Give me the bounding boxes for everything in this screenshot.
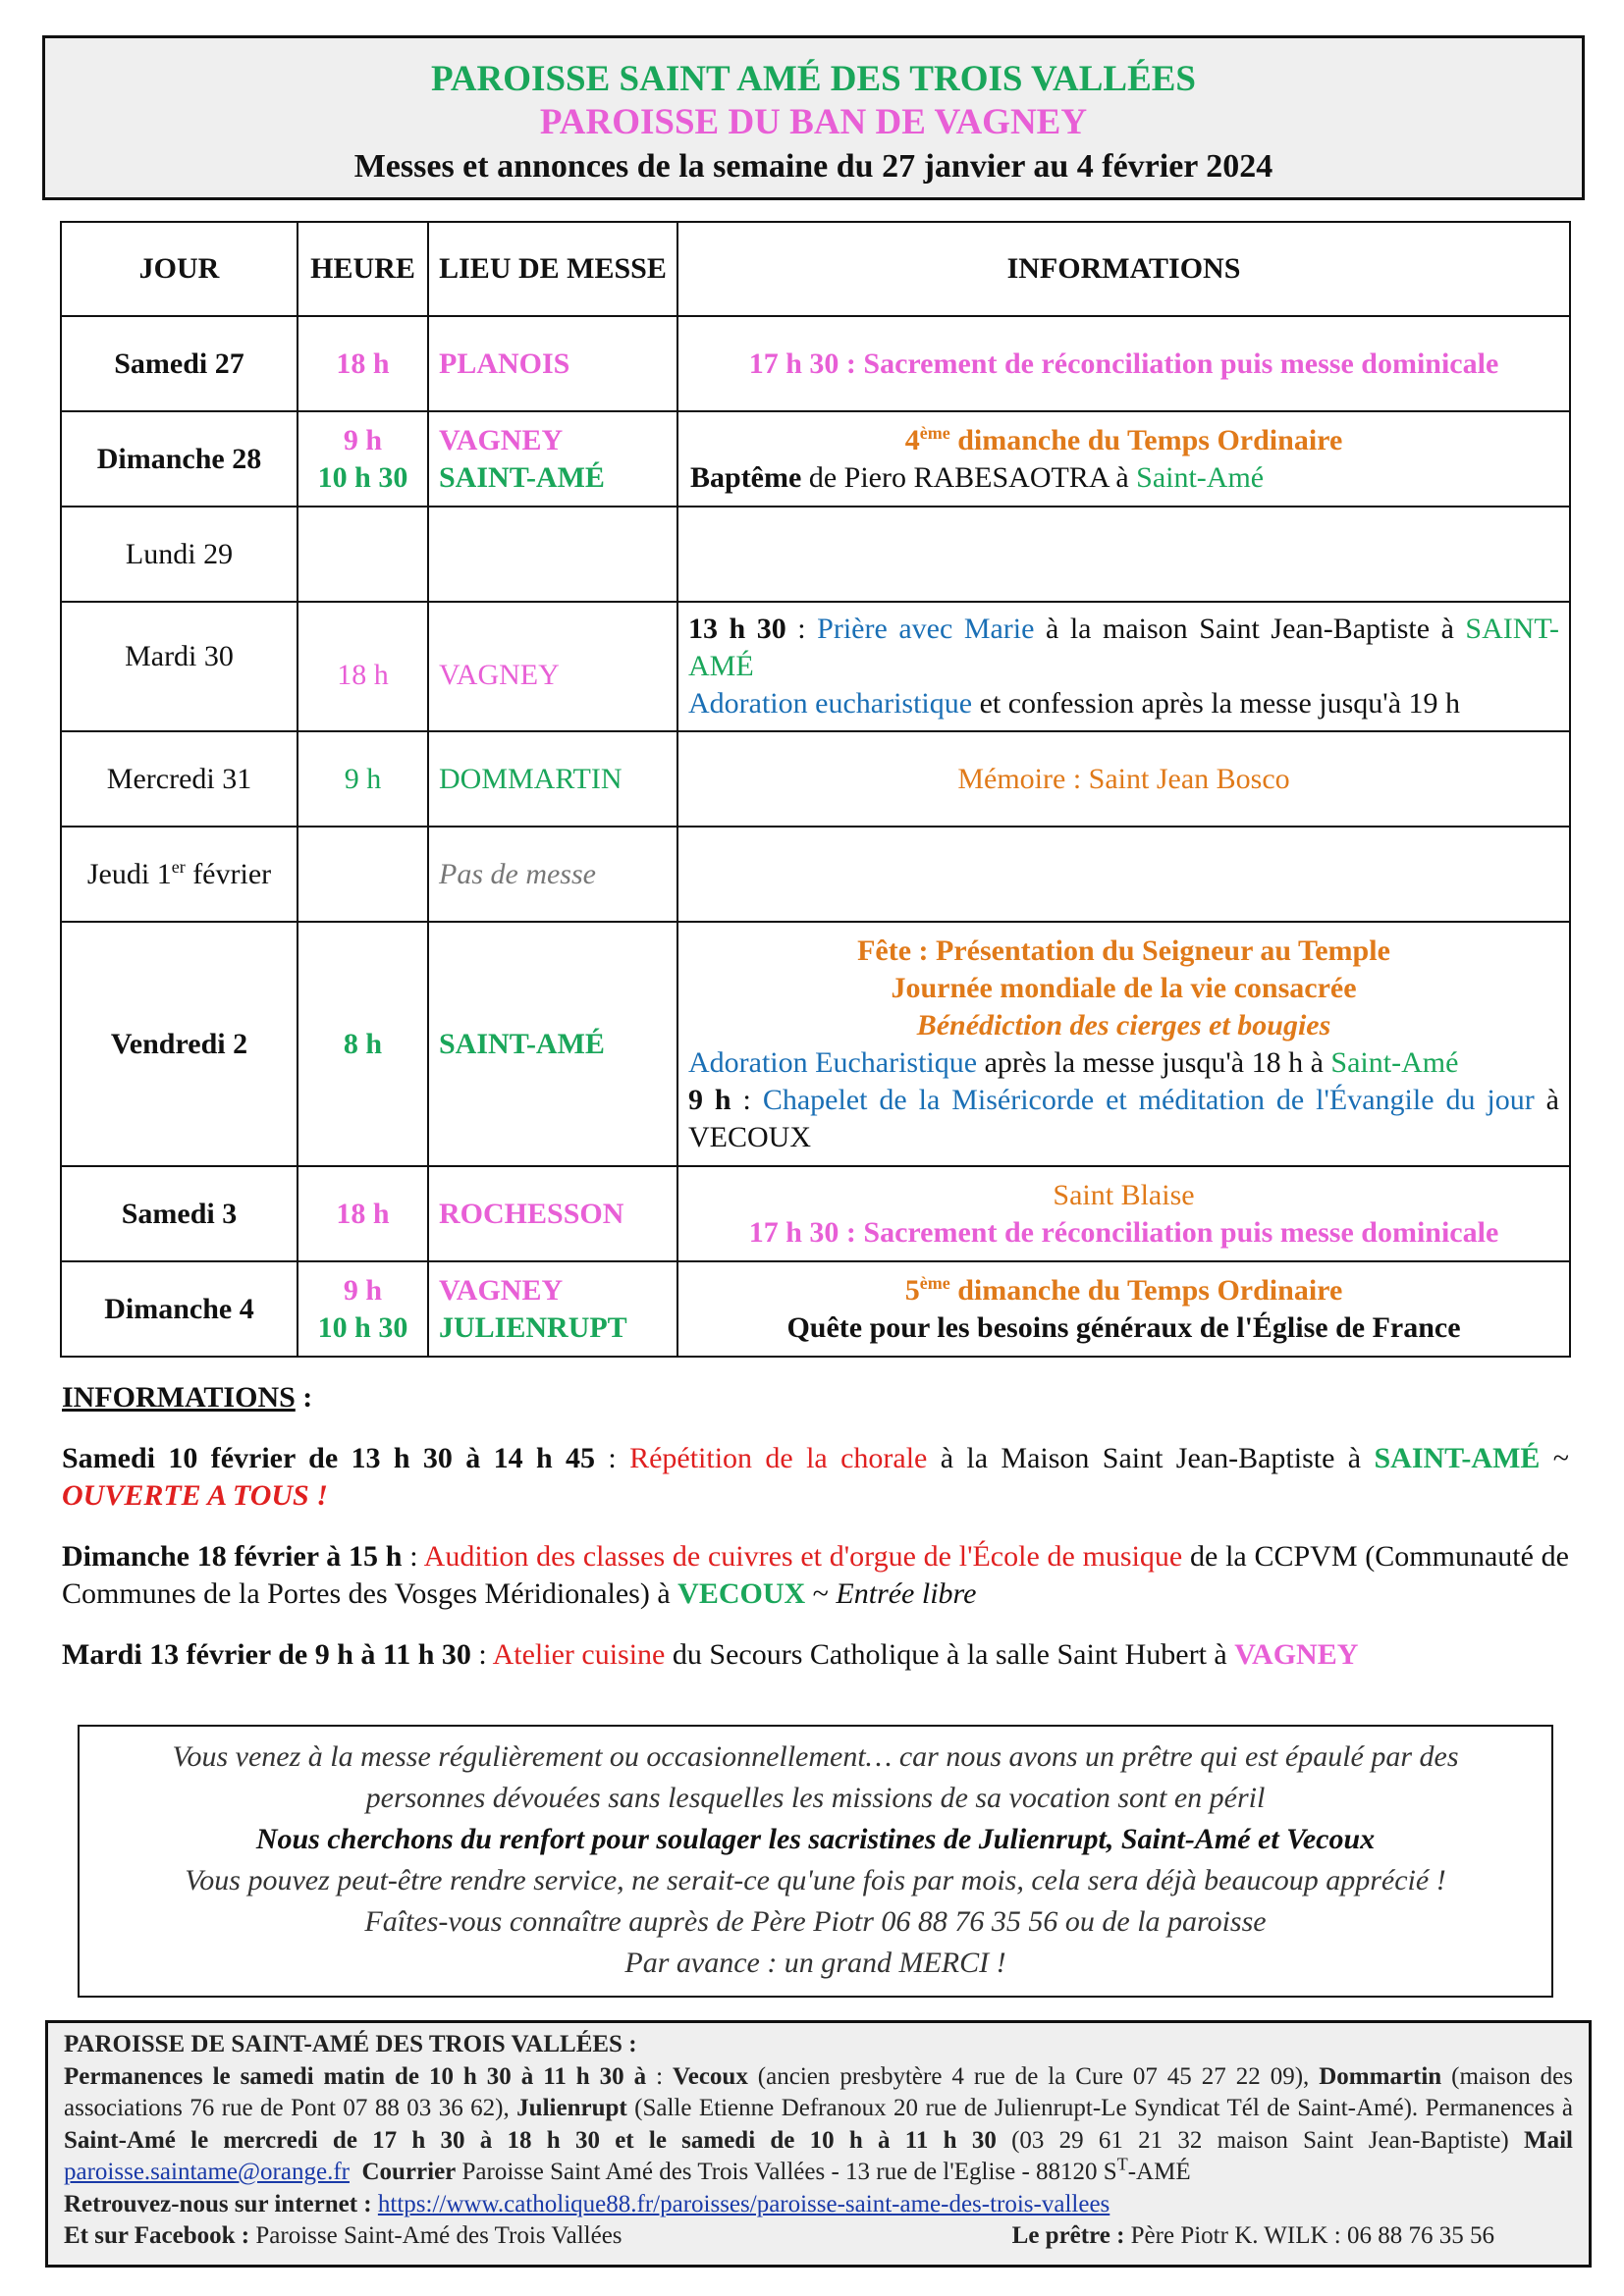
informations-section	[62, 1379, 1569, 1674]
info-cell	[677, 602, 1570, 731]
info-cell: 17 h 30 : Sacrement de réconciliation puis messe dominicale	[677, 316, 1570, 411]
priest-info: Le prêtre : Père Piotr K. WILK : 06 88 76 35 56	[1011, 2222, 1494, 2249]
table-header-row	[61, 222, 1570, 316]
day-cell: Dimanche 4	[61, 1261, 298, 1357]
info-cell	[677, 411, 1570, 507]
info-line: Saint Blaise	[1053, 1178, 1195, 1211]
table-row	[61, 731, 1570, 827]
hour-cell	[298, 411, 428, 507]
day-cell: Jeudi 1er février	[61, 827, 298, 922]
info-line: Bénédiction des cierges et bougies	[916, 1008, 1331, 1041]
informations-heading: INFORMATIONS :	[62, 1381, 313, 1414]
place-1: VAGNEY	[439, 423, 564, 456]
place-2: SAINT-AMÉ	[439, 460, 605, 494]
info-line: 13 h 30 : Prière avec Marie à la maison Saint Jean-Baptiste à SAINT-AMÉ	[688, 613, 1559, 682]
info-cell	[677, 827, 1570, 922]
place-cell: DOMMARTIN	[428, 731, 677, 827]
info-line: Fête : Présentation du Seigneur au Temple	[857, 934, 1390, 967]
table-row	[61, 316, 1570, 411]
info-line: 5ème dimanche du Temps Ordinaire	[904, 1272, 1343, 1307]
hour-2: 10 h 30	[317, 1310, 408, 1344]
week-title: Messes et annonces de la semaine du 27 janvier au 4 février 2024	[353, 148, 1273, 185]
table-row	[61, 507, 1570, 602]
table-row	[61, 827, 1570, 922]
contact-footer	[45, 2020, 1592, 2268]
hour-cell: 18 h	[298, 316, 428, 411]
info-line: 9 h : Chapelet de la Miséricorde et méditation de l'Évangile du jour à VECOUX	[688, 1083, 1559, 1153]
info-item: Dimanche 18 février à 15 h : Audition des classes de cuivres et d'orgue de l'École de musique de la CCPVM (Communauté de Communes de la Portes des Vosges Méridionales) à VECOUX ~ Entrée libre	[62, 1540, 1569, 1610]
appeal-line: Vous pouvez peut-être rendre service, ne serait-ce qu'une fois par mois, cela sera déjà beaucoup apprécié !	[185, 1864, 1446, 1896]
info-cell	[677, 1166, 1570, 1261]
place-cell: ROCHESSON	[428, 1166, 677, 1261]
hour-cell	[298, 507, 428, 602]
info-item: Mardi 13 février de 9 h à 11 h 30 : Atelier cuisine du Secours Catholique à la salle Saint Hubert à VAGNEY	[62, 1638, 1359, 1671]
info-line: 4ème dimanche du Temps Ordinaire	[904, 422, 1343, 456]
table-row	[61, 922, 1570, 1166]
website-link[interactable]: https://www.catholique88.fr/paroisses/paroisse-saint-ame-des-trois-vallees	[377, 2190, 1110, 2217]
info-line: Quête pour les besoins généraux de l'Église de France	[786, 1310, 1461, 1344]
header-day: JOUR	[61, 222, 298, 316]
info-line: Adoration eucharistique et confession après la messe jusqu'à 19 h	[688, 687, 1461, 720]
header-hour: HEURE	[298, 222, 428, 316]
info-item: Samedi 10 février de 13 h 30 à 14 h 45 : Répétition de la chorale à la Maison Saint Jean-Baptiste à SAINT-AMÉ ~ OUVERTE A TOUS !	[62, 1442, 1569, 1512]
place-cell: SAINT-AMÉ	[428, 922, 677, 1166]
info-cell	[677, 507, 1570, 602]
appeal-line: Vous venez à la messe régulièrement ou occasionnellement… car nous avons un prêtre qui est épaulé par des	[172, 1740, 1459, 1773]
hour-cell	[298, 1261, 428, 1357]
day-cell: Samedi 3	[61, 1166, 298, 1261]
place-cell	[428, 1261, 677, 1357]
page-header	[42, 35, 1585, 200]
info-line: Baptême de Piero RABESAOTRA à Saint-Amé	[690, 460, 1265, 494]
day-cell: Mercredi 31	[61, 731, 298, 827]
footer-web: Retrouvez-nous sur internet : https://www.catholique88.fr/paroisses/paroisse-saint-ame-des-trois-vallees	[64, 2190, 1110, 2217]
info-line: Journée mondiale de la vie consacrée	[891, 971, 1357, 1004]
place-cell: VAGNEY	[428, 602, 677, 731]
hour-cell: 18 h	[298, 602, 428, 731]
hour-cell	[298, 827, 428, 922]
place-2: JULIENRUPT	[439, 1310, 627, 1344]
hour-cell: 9 h	[298, 731, 428, 827]
day-cell: Lundi 29	[61, 507, 298, 602]
table-row	[61, 1261, 1570, 1357]
place-cell	[428, 411, 677, 507]
header-place: LIEU DE MESSE	[428, 222, 677, 316]
place-1: VAGNEY	[439, 1273, 564, 1307]
hour-cell: 8 h	[298, 922, 428, 1166]
hour-1: 9 h	[343, 423, 383, 456]
place-cell	[428, 507, 677, 602]
appeal-line: Nous cherchons du renfort pour soulager les sacristines de Julienrupt, Saint-Amé et Vecoux	[255, 1823, 1376, 1855]
info-cell	[677, 1261, 1570, 1357]
appeal-line: Faîtes-vous connaître auprès de Père Piotr 06 88 76 35 56 ou de la paroisse	[364, 1905, 1267, 1938]
table-row	[61, 411, 1570, 507]
footer-title: PAROISSE DE SAINT-AMÉ DES TROIS VALLÉES :	[64, 2031, 637, 2057]
day-cell: Dimanche 28	[61, 411, 298, 507]
footer-bottom-row	[64, 2220, 1573, 2253]
parish-subtitle: PAROISSE DU BAN DE VAGNEY	[539, 102, 1088, 142]
hour-1: 9 h	[343, 1273, 383, 1307]
table-row	[61, 602, 1570, 731]
appeal-line: Par avance : un grand MERCI !	[624, 1947, 1006, 1979]
info-line: Adoration Eucharistique après la messe jusqu'à 18 h à Saint-Amé	[688, 1045, 1459, 1079]
parish-title: PAROISSE SAINT AMÉ DES TROIS VALLÉES	[430, 59, 1197, 99]
header-info: INFORMATIONS	[677, 222, 1570, 316]
place-cell: Pas de messe	[428, 827, 677, 922]
facebook-info: Et sur Facebook : Paroisse Saint-Amé des Trois Vallées	[64, 2222, 623, 2249]
info-cell	[677, 922, 1570, 1166]
table-row	[61, 1166, 1570, 1261]
day-cell: Samedi 27	[61, 316, 298, 411]
hour-2: 10 h 30	[317, 460, 408, 494]
day-cell: Vendredi 2	[61, 922, 298, 1166]
email-link[interactable]: paroisse.saintame@orange.fr	[64, 2159, 350, 2185]
footer-permanences: Permanences le samedi matin de 10 h 30 à 11 h 30 à : Vecoux (ancien presbytère 4 rue de la Cure 07 45 27 22 09), Dommartin (maison des associations 76 rue de Pont 07 88 03 36 62), Julienrupt (Salle Etienne Defranoux 20 rue de Julienrupt-Le Syndicat Tél de Saint-Amé). Permanences à Saint-Amé le mercredi de 17 h 30 à 18 h 30 et le samedi de 10 h à 11 h 30 (03 29 61 21 32 maison Saint Jean-Baptiste) Mail paroisse.saintame@orange.fr Courrier Paroisse Saint Amé des Trois Vallées - 13 rue de l'Eglise - 88120 $S^T$-AMÉ	[64, 2062, 1574, 2185]
volunteer-appeal-box	[78, 1725, 1553, 1998]
info-line: 17 h 30 : Sacrement de réconciliation puis messe dominicale	[748, 1215, 1499, 1249]
mass-schedule-table	[60, 221, 1571, 1358]
place-cell: PLANOIS	[428, 316, 677, 411]
info-cell: Mémoire : Saint Jean Bosco	[677, 731, 1570, 827]
appeal-line: personnes dévouées sans lesquelles les missions de sa vocation sont en péril	[365, 1782, 1266, 1814]
hour-cell: 18 h	[298, 1166, 428, 1261]
day-cell: Mardi 30	[61, 602, 298, 731]
